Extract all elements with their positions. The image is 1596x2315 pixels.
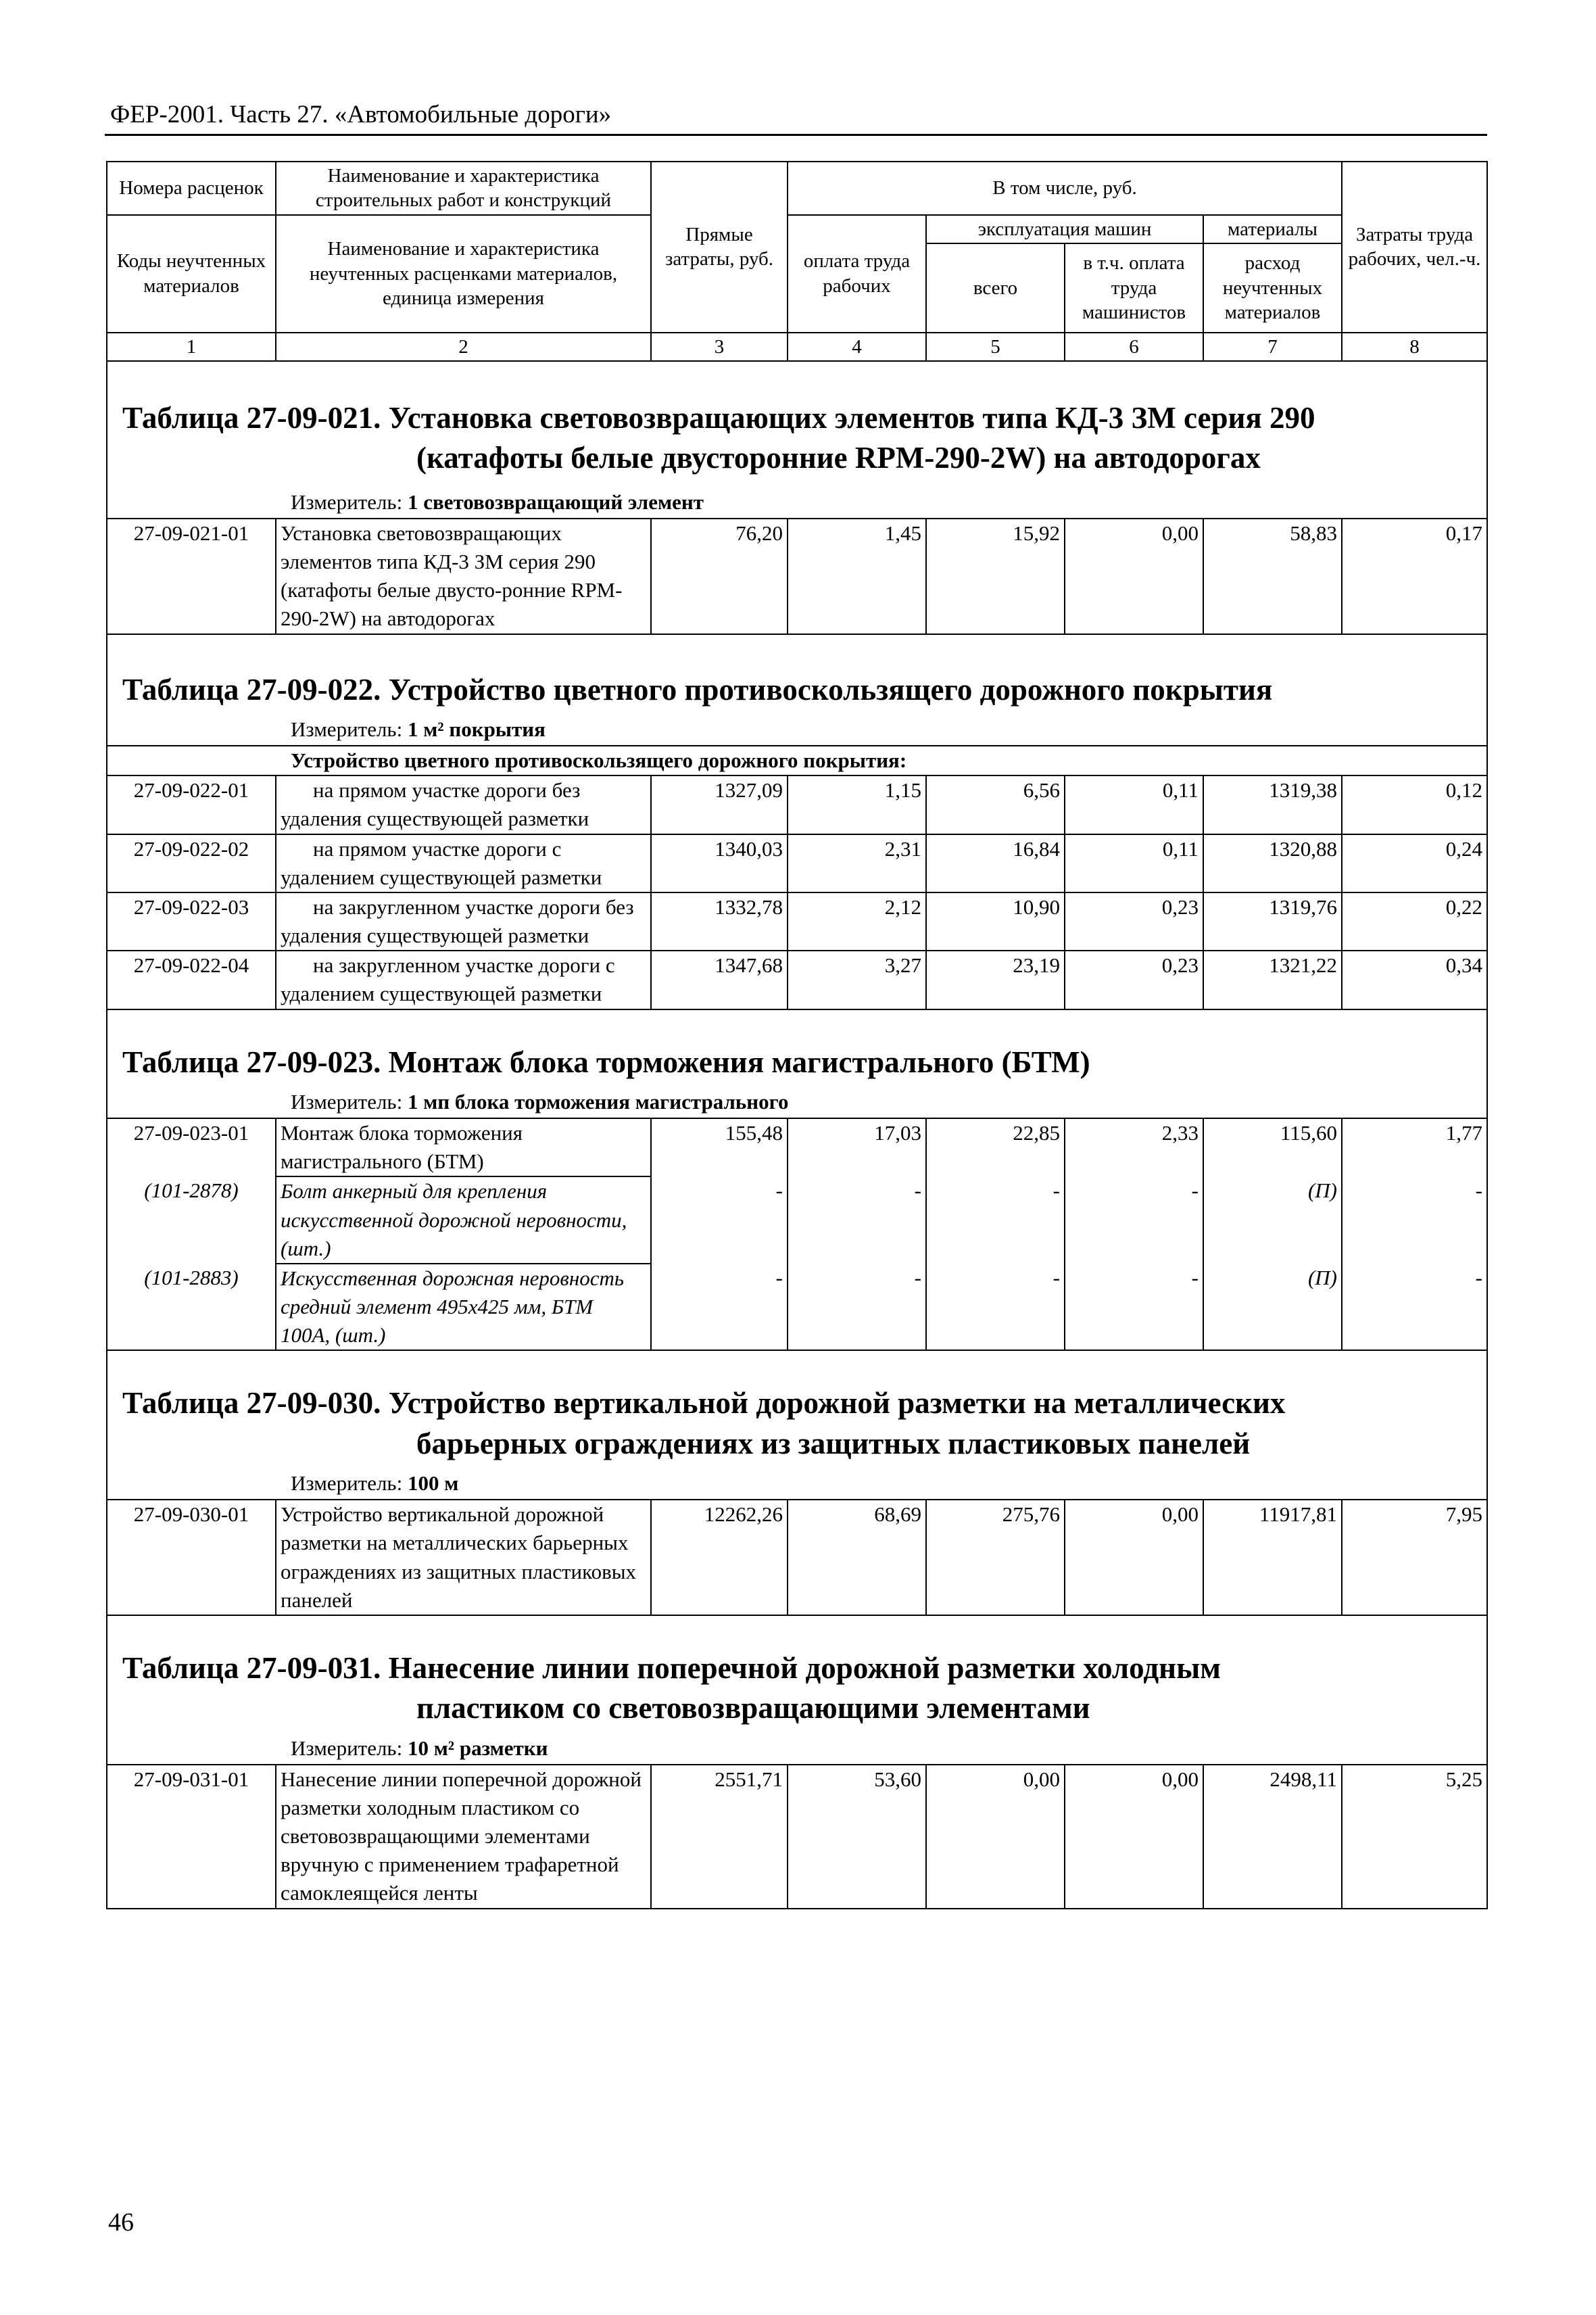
materials-cost: (П) — [1203, 1176, 1342, 1263]
machinist-pay: 0,00 — [1065, 519, 1203, 634]
table-title: Таблица 27-09-021. Установка световозвращающих элементов типа КД-3 ЗМ серия 290 (катафоты белые двусторонние RPM-290-2W) на автодорогах — [122, 401, 1315, 475]
direct-costs: 155,48 — [651, 1118, 788, 1176]
machines-total: - — [926, 1264, 1065, 1350]
table-row — [107, 1500, 1487, 1615]
running-head: ФЕР-2001. Часть 27. «Автомобильные дороги» — [110, 101, 612, 128]
col-number: 5 — [926, 333, 1065, 361]
machines-total: 23,19 — [926, 951, 1065, 1009]
materials-cost: 2498,11 — [1203, 1765, 1342, 1909]
rate-code: 27-09-023-01 — [107, 1118, 276, 1176]
table-title-block — [107, 1615, 1487, 1765]
direct-costs: - — [651, 1264, 788, 1350]
machinist-pay: 2,33 — [1065, 1118, 1203, 1176]
materials-cost: (П) — [1203, 1264, 1342, 1350]
table-title-block — [107, 634, 1487, 746]
labor-hours: 0,24 — [1342, 834, 1487, 892]
labor-pay: - — [788, 1176, 926, 1263]
materials-cost: 1320,88 — [1203, 834, 1342, 892]
rate-name: Монтаж блока торможения магистрального (БТМ) — [276, 1118, 651, 1176]
measurement-unit: Измеритель: 10 м² разметки — [291, 1736, 548, 1760]
header-group: В том числе, руб. — [788, 162, 1342, 215]
table-row — [107, 1176, 1487, 1263]
machines-total: 22,85 — [926, 1118, 1065, 1176]
machinist-pay: - — [1065, 1176, 1203, 1263]
materials-cost: 1319,76 — [1203, 892, 1342, 951]
header-col2-top: Наименование и характеристика строительных работ и конструкций — [276, 162, 651, 215]
col-number: 7 — [1203, 333, 1342, 361]
table-row — [107, 519, 1487, 634]
table-row — [107, 892, 1487, 951]
measurement-unit: Измеритель: 1 м² покрытия — [291, 717, 546, 741]
machines-total: 16,84 — [926, 834, 1065, 892]
group-header: Устройство цветного противоскользящего дорожного покрытия: — [107, 746, 1487, 775]
materials-cost: 115,60 — [1203, 1118, 1342, 1176]
col-number: 8 — [1342, 333, 1487, 361]
material-code: (101-2883) — [107, 1264, 276, 1350]
labor-pay: 68,69 — [788, 1500, 926, 1615]
rate-name: на прямом участке дороги без удаления существующей разметки — [276, 775, 651, 834]
machinist-pay: 0,11 — [1065, 775, 1203, 834]
machinist-pay: 0,23 — [1065, 951, 1203, 1009]
labor-hours: 0,22 — [1342, 892, 1487, 951]
direct-costs: 1327,09 — [651, 775, 788, 834]
rate-code: 27-09-022-02 — [107, 834, 276, 892]
labor-hours: 0,17 — [1342, 519, 1487, 634]
labor-pay: 1,15 — [788, 775, 926, 834]
col-number: 2 — [276, 333, 651, 361]
rate-code: 27-09-022-03 — [107, 892, 276, 951]
machinist-pay: - — [1065, 1264, 1203, 1350]
direct-costs: 76,20 — [651, 519, 788, 634]
direct-costs: 1332,78 — [651, 892, 788, 951]
labor-pay: 2,12 — [788, 892, 926, 951]
labor-hours: 5,25 — [1342, 1765, 1487, 1909]
material-name: Искусственная дорожная неровность средний элемент 495х425 мм, БТМ 100А, (шт.) — [276, 1264, 651, 1350]
machinist-pay: 0,11 — [1065, 834, 1203, 892]
rate-code: 27-09-022-04 — [107, 951, 276, 1009]
materials-cost: 1321,22 — [1203, 951, 1342, 1009]
table-row — [107, 1264, 1487, 1350]
col-number: 1 — [107, 333, 276, 361]
rate-name: на закругленном участке дороги с удалением существующей разметки — [276, 951, 651, 1009]
header-col1-top: Номера расценок — [107, 162, 276, 215]
material-name: Болт анкерный для крепления искусственной дорожной неровности, (шт.) — [276, 1176, 651, 1263]
header-col3: Прямые затраты, руб. — [651, 162, 788, 333]
machines-total: - — [926, 1176, 1065, 1263]
measurement-unit: Измеритель: 100 м — [291, 1471, 459, 1496]
table-title-block — [107, 1350, 1487, 1500]
rate-name: Установка световозвращающих элементов типа КД-3 ЗМ серия 290 (катафоты белые двусто-ронние RPM-290-2W) на автодорогах — [276, 519, 651, 634]
labor-hours: - — [1342, 1176, 1487, 1263]
table-header — [107, 162, 1487, 361]
labor-hours: 7,95 — [1342, 1500, 1487, 1615]
labor-pay: 3,27 — [788, 951, 926, 1009]
header-col1-bottom: Коды неучтенных материалов — [107, 215, 276, 333]
materials-cost: 58,83 — [1203, 519, 1342, 634]
rate-code: 27-09-031-01 — [107, 1765, 276, 1909]
machines-total: 15,92 — [926, 519, 1065, 634]
direct-costs: 12262,26 — [651, 1500, 788, 1615]
table-row — [107, 775, 1487, 834]
table-title-block — [107, 1009, 1487, 1119]
direct-costs: 1347,68 — [651, 951, 788, 1009]
table-title: Таблица 27-09-031. Нанесение линии поперечной дорожной разметки холодным пластиком со световозвращающими элементами — [122, 1650, 1221, 1725]
measurement-unit: Измеритель: 1 мп блока торможения магистрального — [291, 1089, 789, 1114]
labor-pay: 1,45 — [788, 519, 926, 634]
machinist-pay: 0,23 — [1065, 892, 1203, 951]
rate-code: 27-09-030-01 — [107, 1500, 276, 1615]
header-col8: Затраты труда рабочих, чел.-ч. — [1342, 162, 1487, 333]
direct-costs: 1340,03 — [651, 834, 788, 892]
table-row — [107, 1118, 1487, 1176]
rate-code: 27-09-022-01 — [107, 775, 276, 834]
labor-hours: 0,34 — [1342, 951, 1487, 1009]
machines-total: 10,90 — [926, 892, 1065, 951]
col-number: 4 — [788, 333, 926, 361]
direct-costs: - — [651, 1176, 788, 1263]
materials-cost: 1319,38 — [1203, 775, 1342, 834]
rate-name: Устройство вертикальной дорожной разметки на металлических барьерных ограждениях из защитных пластиковых панелей — [276, 1500, 651, 1615]
labor-hours: - — [1342, 1264, 1487, 1350]
table-row — [107, 834, 1487, 892]
labor-pay: 17,03 — [788, 1118, 926, 1176]
machines-total: 0,00 — [926, 1765, 1065, 1909]
page-number: 46 — [108, 2208, 134, 2237]
table-row — [107, 1765, 1487, 1909]
labor-pay: 2,31 — [788, 834, 926, 892]
table-title: Таблица 27-09-030. Устройство вертикальной дорожной разметки на металлических барьерных ограждениях из защитных пластиковых панелей — [122, 1386, 1286, 1460]
measurement-unit: Измеритель: 1 световозвращающий элемент — [291, 490, 704, 514]
header-col4: оплата труда рабочих — [788, 215, 926, 333]
labor-pay: - — [788, 1264, 926, 1350]
header-col5: всего — [926, 243, 1065, 333]
table-row — [107, 951, 1487, 1009]
header-col2-bottom: Наименование и характеристика неучтенных расценками материалов, единица измерения — [276, 215, 651, 333]
rates-table — [106, 161, 1488, 1909]
machinist-pay: 0,00 — [1065, 1500, 1203, 1615]
machines-total: 275,76 — [926, 1500, 1065, 1615]
header-materials: материалы — [1203, 215, 1342, 243]
rate-name: на прямом участке дороги с удалением существующей разметки — [276, 834, 651, 892]
rate-code: 27-09-021-01 — [107, 519, 276, 634]
materials-cost: 11917,81 — [1203, 1500, 1342, 1615]
table-title: Таблица 27-09-022. Устройство цветного противоскользящего дорожного покрытия — [122, 672, 1273, 707]
labor-pay: 53,60 — [788, 1765, 926, 1909]
header-col7: расход неучтенных материалов — [1203, 243, 1342, 333]
labor-hours: 1,77 — [1342, 1118, 1487, 1176]
rate-name: Нанесение линии поперечной дорожной разметки холодным пластиком со световозвращающими элементами вручную с применением трафаретной самоклеящейся ленты — [276, 1765, 651, 1909]
material-code: (101-2878) — [107, 1176, 276, 1263]
header-col6: в т.ч. оплата труда машинистов — [1065, 243, 1203, 333]
col-number: 6 — [1065, 333, 1203, 361]
table-title: Таблица 27-09-023. Монтаж блока торможения магистрального (БТМ) — [122, 1045, 1090, 1079]
rate-name: на закругленном участке дороги без удаления существующей разметки — [276, 892, 651, 951]
table-title-block — [107, 361, 1487, 519]
header-rule — [105, 134, 1487, 136]
machinist-pay: 0,00 — [1065, 1765, 1203, 1909]
labor-hours: 0,12 — [1342, 775, 1487, 834]
machines-total: 6,56 — [926, 775, 1065, 834]
col-number: 3 — [651, 333, 788, 361]
direct-costs: 2551,71 — [651, 1765, 788, 1909]
header-machines: эксплуатация машин — [926, 215, 1203, 243]
